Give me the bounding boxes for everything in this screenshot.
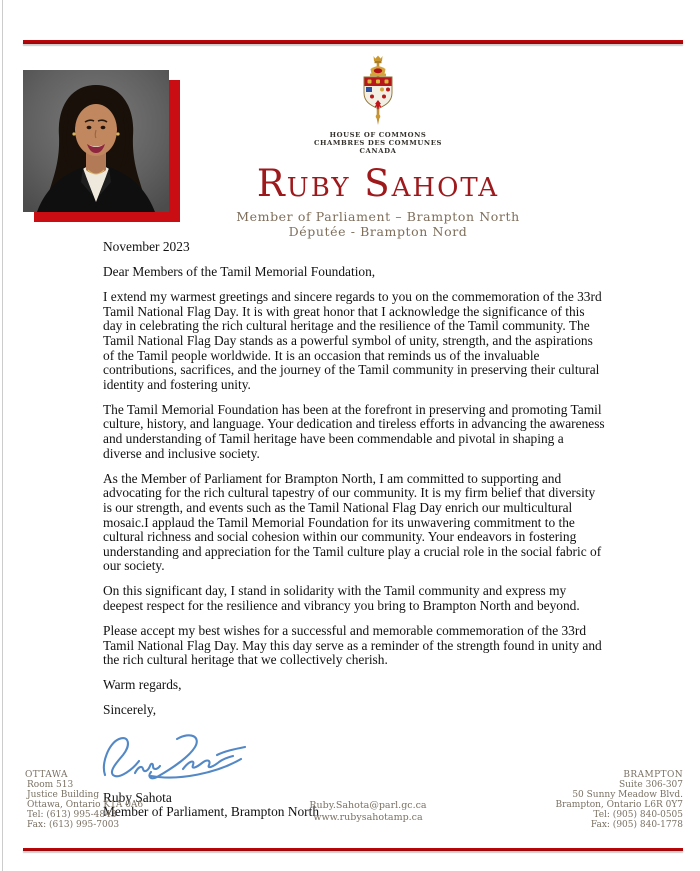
footer-brampton-line: Suite 306-307 xyxy=(618,780,683,790)
bottom-red-rule xyxy=(23,848,683,851)
letter-salutation: Dear Members of the Tamil Memorial Foundation, xyxy=(103,264,376,280)
letter-paragraph: On this significant day, I stand in solidarity with the Tamil community and express my deepest respect for the resilience and vibrancy you bring to Brampton North and beyond. xyxy=(103,583,580,613)
top-red-rule xyxy=(23,40,683,44)
letter-closing-warm: Warm regards, xyxy=(103,677,182,693)
footer-brampton-line: Tel: (905) 840-0505 xyxy=(593,810,683,820)
letter-paragraph: As the Member of Parliament for Brampton North, I am committed to supporting and advocating for the rich cultural tapestry of our community. It is my firm belief that diversity is our strength, and events such as the Tamil National Flag Day enrich our multicultural mosaic.I applaud the Tamil Memorial Foundation for its unwavering commitment to the cultural richness and social cohesion within our community. Your endeavors in fostering understanding and appreciation for the Tamil culture play a crucial role in the social fabric of our society. xyxy=(103,470,602,574)
footer-ottawa-line: Justice Building xyxy=(27,790,100,800)
crest-caption-canada: CANADA xyxy=(359,147,397,155)
mp-subtitle-french: Députée - Brampton Nord xyxy=(288,224,468,239)
footer-brampton-line: 50 Sunny Meadow Blvd. xyxy=(572,790,683,800)
footer-brampton-label: BRAMPTON xyxy=(623,770,683,780)
letter-body xyxy=(103,240,605,820)
mp-name-title: Ruby Sahota xyxy=(256,162,500,205)
footer-ottawa-line: Ottawa, Ontario K1A 0A6 xyxy=(27,800,144,810)
signer-name: Ruby Sahota xyxy=(103,789,172,805)
mp-subtitle-english: Member of Parliament – Brampton North xyxy=(236,209,520,224)
footer-brampton-line: Brampton, Ontario L6R 0Y7 xyxy=(555,800,683,810)
footer-ottawa-line: Fax: (613) 995-7003 xyxy=(27,820,120,830)
footer-contact-center xyxy=(0,800,700,824)
crest-caption-en: HOUSE OF COMMONS xyxy=(329,131,427,139)
footer-ottawa-line: Tel: (613) 995-4843 xyxy=(27,810,117,820)
house-of-commons-crest-icon xyxy=(333,54,423,126)
letterhead xyxy=(0,54,700,239)
crest-caption-fr: CHAMBRES DES COMMUNES xyxy=(313,139,443,147)
letter-paragraph: Please accept my best wishes for a successful and memorable commemoration of the 33rd Tamil National Flag Day. May this day serve as a reminder of the strength found in unity and the rich cultural heritage that we collectively cherish. xyxy=(103,623,602,668)
footer-website: www.rubysahotamp.ca xyxy=(313,812,423,823)
letter-closing-sincerely: Sincerely, xyxy=(103,702,157,718)
signer-title: Member of Parliament, Brampton North xyxy=(103,804,320,820)
footer-ottawa-label: OTTAWA xyxy=(25,770,68,780)
signature-graphic xyxy=(99,729,605,789)
letter-date: November 2023 xyxy=(103,239,190,254)
footer-email: Ruby.Sahota@parl.gc.ca xyxy=(309,800,427,811)
footer-ottawa-line: Room 513 xyxy=(27,780,74,790)
letter-paragraph: The Tamil Memorial Foundation has been at the forefront in preserving and promoting Tamil culture, history, and language. Your dedication and tireless efforts in advancing the awareness and understanding of Tamil heritage have been commendable and pivotal in shaping a diverse and inclusive society. xyxy=(103,401,605,461)
letter-paragraph: I extend my warmest greetings and sincere regards to you on the commemoration of the 33rd Tamil National Flag Day. It is with great honor that I acknowledge the significance of this day in celebrating the rich cultural heritage and the resilience of the Tamil community. The Tamil National Flag Day stands as a powerful symbol of unity, strength, and the aspirations of the Tamil people worldwide. It is an occasion that reminds us of the invaluable contributions, sacrifices, and the journey of the Tamil community in preserving their cultural identity and fostering unity. xyxy=(103,289,602,392)
footer-brampton-line: Fax: (905) 840-1778 xyxy=(590,820,683,830)
